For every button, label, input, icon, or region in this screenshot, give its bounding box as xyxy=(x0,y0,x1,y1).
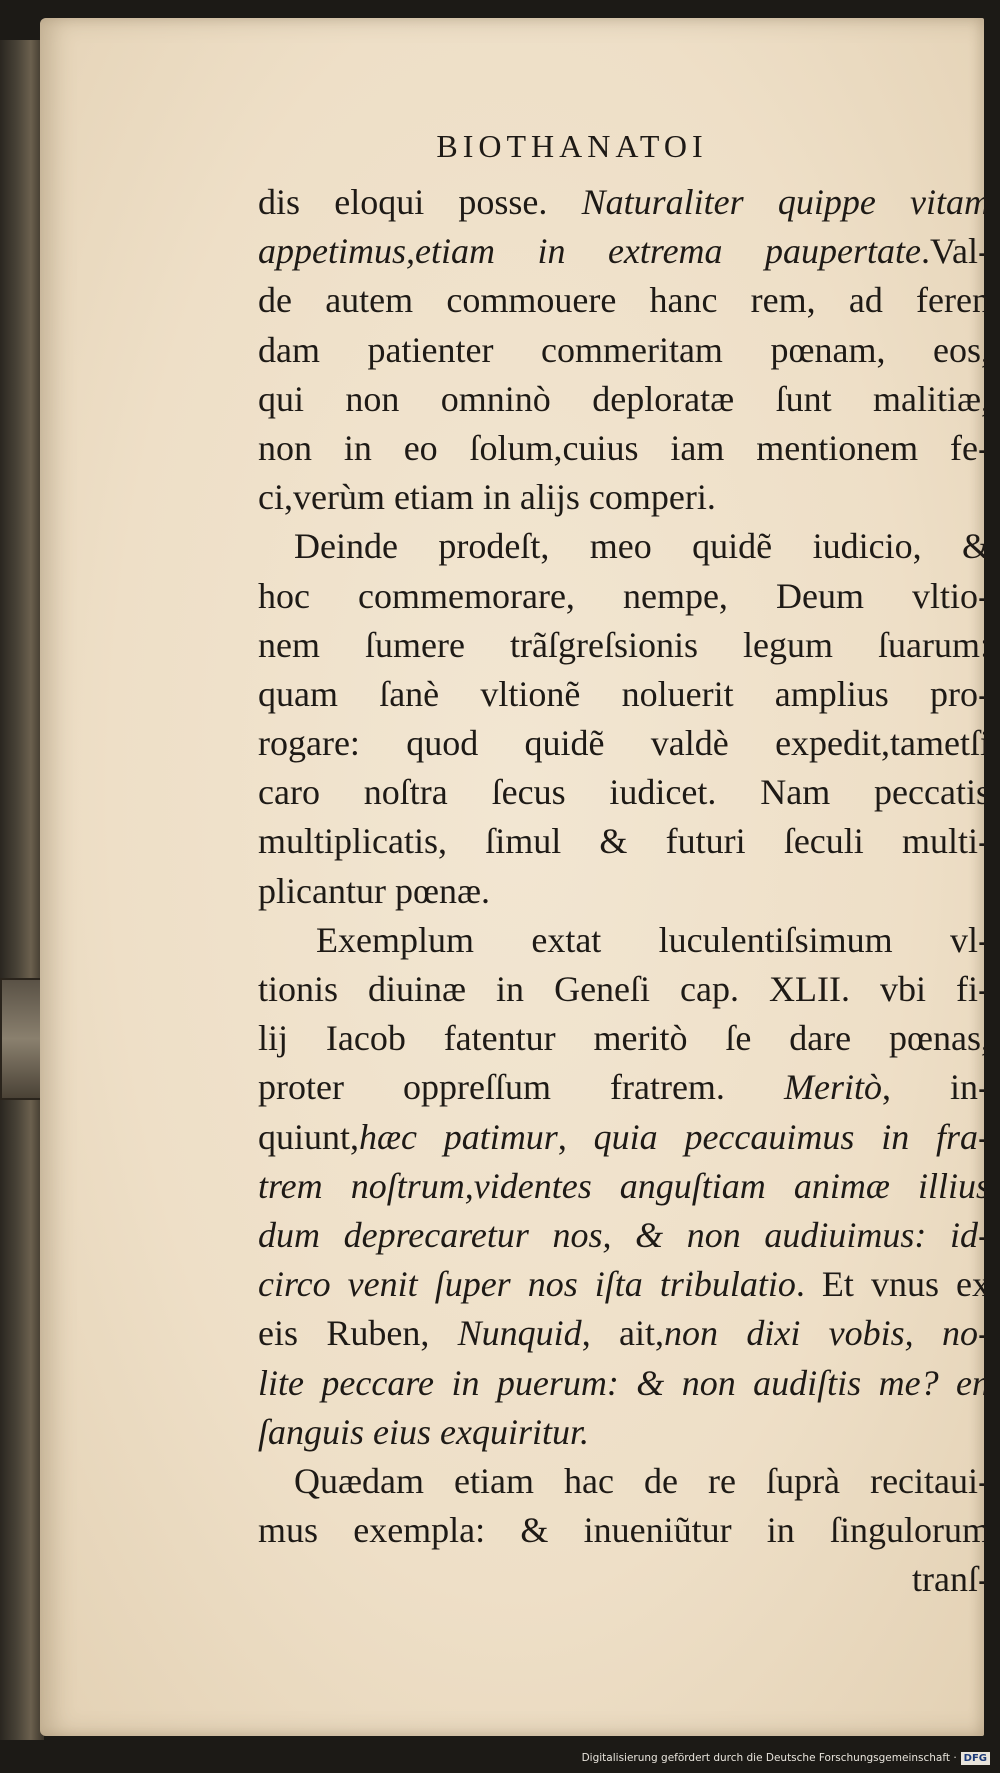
text-line: appetimus,etiam in extrema paupertate.Val- xyxy=(258,231,990,272)
text-line: Exemplum extat luculentiſsimum vl- xyxy=(316,919,990,960)
text-line: nem ſumere trãſgreſsionis legum ſuarum: xyxy=(258,624,990,665)
digitization-credit: Digitalisierung gefördert durch die Deutsche Forschungsgemeinschaft · DFG xyxy=(582,1752,990,1765)
text-line: caro noſtra ſecus iudicet. Nam peccatis xyxy=(258,772,990,813)
text-line: trem noſtrum,videntes anguſtiam animæ illius xyxy=(258,1165,990,1206)
text-line: lij Iacob fatentur meritò ſe dare pœnas, xyxy=(258,1018,990,1059)
dfg-logo: DFG xyxy=(961,1752,990,1765)
running-head: BIOTHANATOI xyxy=(436,128,708,164)
text-line: quiunt,hæc patimur, quia peccauimus in fra- xyxy=(258,1116,990,1157)
book-page xyxy=(40,18,991,1736)
text-line: circo venit ſuper nos iſta tribulatio. Et vnus ex xyxy=(258,1264,991,1305)
text-line: dis eloqui posse. Naturaliter quippe vitam xyxy=(258,182,990,222)
text-line: dam patienter commeritam pœnam, eos, xyxy=(258,329,990,370)
text-line: lite peccare in puerum: & non audiſtis me? en xyxy=(258,1362,990,1403)
text-line: rogare: quod quidẽ valdè expedit,tametſi xyxy=(258,723,990,764)
text-line: qui non omninò deploratæ ſunt malitiæ, xyxy=(258,378,990,419)
text-line: ſanguis eius exquiritur. xyxy=(258,1411,589,1452)
text-line: Deinde prodeſt, meo quidẽ iudicio, & xyxy=(294,526,990,567)
text-line: de autem commouere hanc rem, ad feren xyxy=(258,280,990,321)
text-line: proter oppreſſum fratrem. Meritò, in- xyxy=(258,1067,990,1108)
text-line: Quædam etiam hac de re ſuprà recitaui- xyxy=(294,1460,990,1501)
text-line: quam ſanè vltionẽ noluerit amplius pro- xyxy=(258,673,990,714)
text-block xyxy=(258,178,990,1604)
text-line: plicantur pœnæ. xyxy=(258,870,490,911)
text-line: tionis diuinæ in Geneſi cap. XLII. vbi fi- xyxy=(258,969,990,1009)
book-edge xyxy=(0,40,44,1740)
text-line: non in eo ſolum,cuius iam mentionem fe- xyxy=(258,427,990,468)
text-line: mus exempla: & inueniũtur in ſingulorum xyxy=(258,1510,990,1551)
text-line: hoc commemorare, nempe, Deum vltio- xyxy=(258,575,990,616)
catchword: tranſ- xyxy=(912,1559,990,1600)
text-line: ci,verùm etiam in alijs comperi. xyxy=(258,477,716,518)
text-line: eis Ruben, Nunquid, ait,non dixi vobis, no- xyxy=(258,1313,990,1354)
text-line: dum deprecaretur nos, & non audiuimus: id- xyxy=(258,1214,990,1255)
text-line: multiplicatis, ſimul & futuri ſeculi multi- xyxy=(258,821,990,862)
